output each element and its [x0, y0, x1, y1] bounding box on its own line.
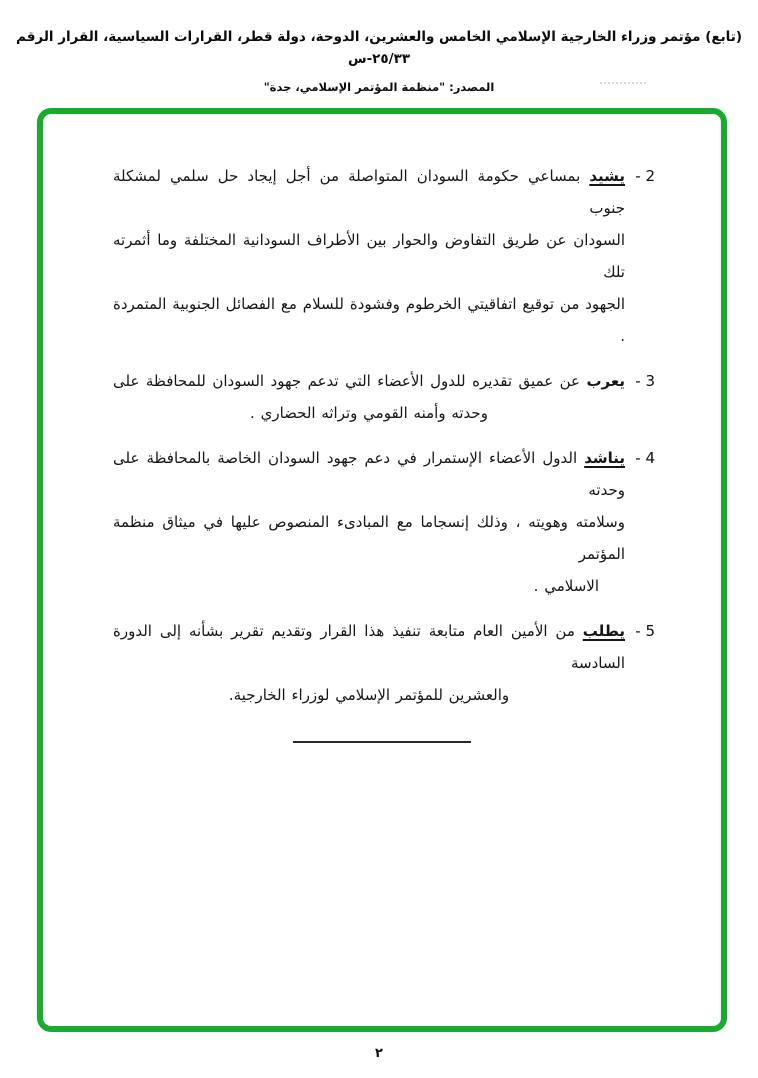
- paragraph-lead-word: يناشد: [584, 449, 625, 467]
- item-text: [113, 442, 625, 602]
- item-number: 2 -: [635, 167, 655, 185]
- page-footer: [0, 1042, 758, 1061]
- green-border-frame: [37, 108, 727, 1032]
- item-text: [113, 160, 625, 352]
- paragraph-line: يطلب من الأمين العام متابعة تنفيذ هذا القرار وتقديم تقرير بشأنه إلى الدورة السادسة: [113, 622, 625, 672]
- paragraph-line: الاسلامي .: [533, 577, 599, 595]
- item-number: 4 -: [635, 449, 655, 467]
- resolution-list: [43, 114, 721, 711]
- page-number: ٢: [375, 1046, 383, 1061]
- item-text: [113, 365, 625, 429]
- paragraph-lead-word: يشيد: [589, 167, 625, 185]
- paragraph-line: والعشرين للمؤتمر الإسلامي لوزراء الخارجية.: [228, 686, 510, 704]
- scan-artifact: [600, 82, 646, 86]
- resolution-item: [113, 442, 655, 602]
- paragraph-line: يناشد الدول الأعضاء الإستمرار في دعم جهود السودان الخاصة بالمحافظة على وحدته: [113, 449, 625, 499]
- paragraph-line: وسلامته وهويته ، وذلك إنسجاما مع المبادىء المنصوص عليها في ميثاق منظمة المؤتمر: [113, 513, 625, 563]
- paragraph-lead-word: يطلب: [582, 622, 625, 640]
- paragraph-line: يشيد بمساعي حكومة السودان المتواصلة من أجل إيجاد حل سلمي لمشكلة جنوب: [113, 167, 625, 217]
- header-title: (تابع) مؤتمر وزراء الخارجية الإسلامي الخامس والعشرين، الدوحة، دولة قطر، القرارات السياسية، القرار الرقم ٢٥/٣٣-س: [16, 29, 742, 67]
- resolution-item: [113, 615, 655, 711]
- item-number: 3 -: [635, 372, 655, 390]
- item-text: [113, 615, 625, 711]
- item-number: 5 -: [635, 622, 655, 640]
- resolution-item: [113, 160, 655, 352]
- paragraph-line: الجهود من توقيع اتفاقيتي الخرطوم وفشودة للسلام مع الفصائل الجنوبية المتمردة .: [113, 295, 625, 345]
- paragraph-lead-word: يعرب: [586, 372, 625, 390]
- paragraph-line: السودان عن طريق التفاوض والحوار بين الأطراف السودانية المختلفة وما أثمرته تلك: [113, 231, 625, 281]
- header-source: المصدر: "منظمة المؤتمر الإسلامي، جدة": [263, 80, 495, 94]
- paragraph-line: وحدته وأمنه القومي وتراثه الحضاري .: [250, 404, 488, 422]
- paragraph-line: يعرب عن عميق تقديره للدول الأعضاء التي تدعم جهود السودان للمحافظة على: [113, 372, 625, 390]
- resolution-item: [113, 365, 655, 429]
- closing-rule: [293, 741, 471, 743]
